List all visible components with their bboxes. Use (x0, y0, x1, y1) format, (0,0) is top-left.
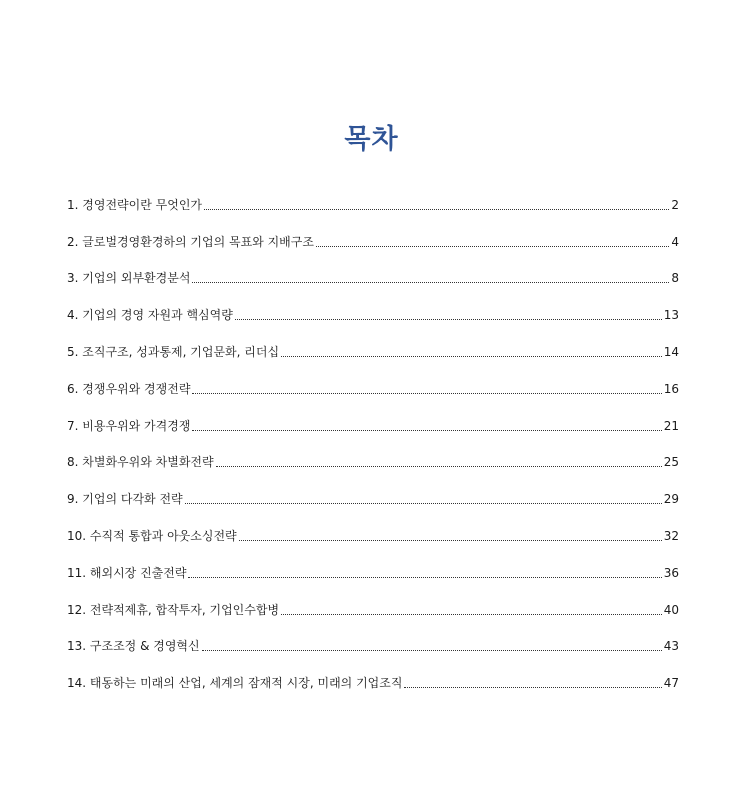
toc-entry-label: 14. 태동하는 미래의 산업, 세계의 잠재적 시장, 미래의 기업조직 (67, 676, 403, 691)
toc-entry-label: 3. 기업의 외부환경분석 (67, 271, 191, 286)
toc-entry-label: 7. 비용우위와 가격경쟁 (67, 418, 191, 433)
toc-entry[interactable] (67, 516, 679, 553)
dot-leader (204, 209, 669, 210)
dot-leader (202, 650, 662, 651)
toc-entry[interactable] (67, 185, 679, 222)
dot-leader (188, 577, 661, 578)
dot-leader (281, 356, 662, 357)
toc-entry-page-number: 40 (663, 602, 679, 617)
toc-entry-label: 13. 구조조정 & 경영혁신 (67, 639, 200, 654)
dot-leader (192, 282, 669, 283)
toc-entry-label: 4. 기업의 경영 자원과 핵심역량 (67, 308, 233, 323)
dot-leader (192, 393, 661, 394)
toc-entry-label: 10. 수직적 통합과 아웃소싱전략 (67, 528, 237, 543)
toc-entry-page-number: 2 (671, 197, 679, 212)
dot-leader (281, 614, 662, 615)
toc-entry-page-number: 32 (663, 528, 679, 543)
toc-entry[interactable] (67, 406, 679, 443)
dot-leader (216, 466, 662, 467)
toc-entry-page-number: 36 (663, 565, 679, 580)
toc-entry-page-number: 25 (663, 455, 679, 470)
toc-entry-label: 6. 경쟁우위와 경쟁전략 (67, 381, 191, 396)
toc-entry-label: 5. 조직구조, 성과통제, 기업문화, 리더십 (67, 344, 280, 359)
dot-leader (404, 687, 661, 688)
dot-leader (185, 503, 662, 504)
dot-leader (316, 246, 669, 247)
toc-entry-page-number: 21 (663, 418, 679, 433)
toc-entry-label: 2. 글로벌경영환경하의 기업의 목표와 지배구조 (67, 234, 314, 249)
toc-entry[interactable] (67, 479, 679, 516)
dot-leader (192, 430, 661, 431)
toc-entry[interactable] (67, 259, 679, 296)
toc-entry-page-number: 8 (671, 271, 679, 286)
toc-entry-label: 9. 기업의 다각화 전략 (67, 492, 183, 507)
toc-entry[interactable] (67, 590, 679, 627)
toc-list (67, 185, 679, 700)
toc-entry-label: 12. 전략적제휴, 합작투자, 기업인수합병 (67, 602, 280, 617)
dot-leader (239, 540, 662, 541)
toc-entry-page-number: 4 (671, 234, 679, 249)
toc-entry-label: 1. 경영전략이란 무엇인가 (67, 197, 202, 212)
toc-entry[interactable] (67, 295, 679, 332)
toc-entry-page-number: 47 (663, 676, 679, 691)
toc-entry[interactable] (67, 663, 679, 700)
dot-leader (235, 319, 662, 320)
toc-entry[interactable] (67, 369, 679, 406)
toc-entry-page-number: 13 (663, 308, 679, 323)
toc-entry-page-number: 43 (663, 639, 679, 654)
toc-entry-label: 11. 해외시장 진출전략 (67, 565, 187, 580)
toc-title: 목차 (344, 124, 399, 156)
toc-entry[interactable] (67, 222, 679, 259)
toc-entry-label: 8. 차별화우위와 차별화전략 (67, 455, 214, 470)
toc-entry-page-number: 16 (663, 381, 679, 396)
toc-entry[interactable] (67, 627, 679, 664)
toc-entry-page-number: 29 (663, 492, 679, 507)
toc-entry-page-number: 14 (663, 344, 679, 359)
toc-entry[interactable] (67, 443, 679, 480)
toc-entry[interactable] (67, 332, 679, 369)
toc-entry[interactable] (67, 553, 679, 590)
